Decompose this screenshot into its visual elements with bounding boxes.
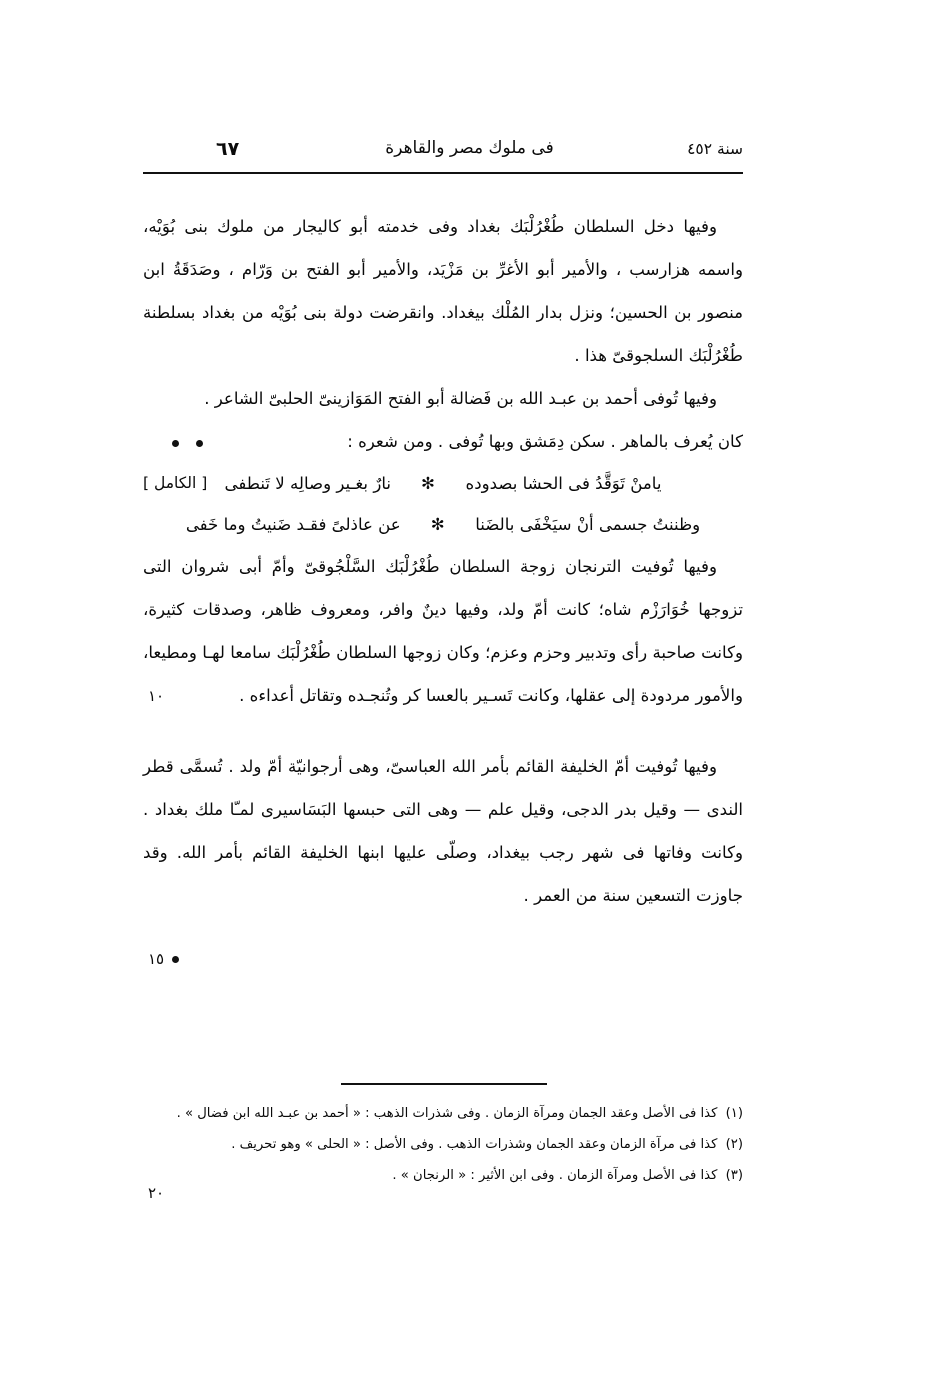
footnote-marker: (٣) (725, 1168, 743, 1183)
footnote-text: كذا فى الأصل ومرآة الزمان . وفى ابن الأثير : « الرنجان » . (392, 1168, 718, 1183)
meter-label: [ الكامل ] (143, 474, 208, 492)
verse-1-second-hemistich: نارٌ بغـير وصالِه لا تَنطفى (224, 474, 392, 493)
footnote-item (143, 1129, 743, 1160)
verse-2-first-hemistich: وظننتُ جسمى أنْ سيَخْفَى بالضَنا (475, 515, 701, 534)
page-number: ٦٧ (216, 138, 240, 160)
line-number-20: ٢٠ (148, 1184, 165, 1202)
paragraph-2-text-b: كان يُعرف بالماهر . سكن دِمَشق وبها تُوفى . ومن شعره : (347, 432, 743, 451)
paragraph-3: وفيها تُوفيت الترنجان زوجة السلطان طُغْرُلْبَك السَّلْجُوقىّ وأمّ أبى شروان التى تزوجها خُوَارَزْم شاه؛ كانت أمّ ولد، وفيها دينٌ وافر، ومعروف ظاهر، وصدقات كثيرة، وكانت صاحبة رأى وتدبير وحزم وعزم؛ وكان زوجها السلطان طُغْرُلْبَك سامعا لهـا ومطيعا، والأمور مردودة إلى عقلها، وكانت تَسـير بالعسا كر وتُنجـده وتقاتل أعداءه . (143, 557, 743, 705)
line-number-15: ١٥ (148, 950, 165, 968)
footnote-marker: (١) (725, 1106, 743, 1121)
paragraph-1: وفيها دخل السلطان طُغْرُلْبَك بغداد وفى خدمته أبو كاليجار من ملوك بنى بُوَيْه، واسمه هزارسب ، والأمير أبو الأغرِّ بن مَزْيَد، والأمير أبو الفتح بن وَرّام ، وصَدَقَةُ ابن منصور بن الحسين؛ ونزل بدار المُلْك بيغداد. وانقرضت دولة بنى بُوَيْه من بغداد بسلطنة طُغْرُلْبَك السلجوقىّ هذا . (143, 217, 743, 365)
paragraph-2-line-1 (143, 377, 743, 420)
running-head (196, 136, 743, 166)
verse-line-2 (143, 504, 743, 545)
footnote-marker: (٢) (725, 1137, 743, 1152)
footnote-item (143, 1160, 743, 1191)
line-number-10: ١٠ (148, 687, 165, 705)
header-rule (143, 172, 743, 174)
running-head-year: سنة ٤٥٢ (687, 140, 743, 158)
paragraph-2-line-2 (143, 420, 743, 463)
paragraph-2-text: وفيها تُوفى أحمد بن عبـد الله بن فَضالة أبو الفتح المَوَازينىّ الحلبىّ الشاعر . (204, 389, 717, 408)
hemistich-separator-2: ✻ (430, 515, 446, 534)
footnote-text: كذا فى مرآة الزمان وعقد الجمان وشذرات الذهب . وفى الأصل : « الحلى » وهو تحريف . (231, 1137, 718, 1152)
footnote-item (143, 1098, 743, 1129)
verse-line-1 (143, 463, 743, 504)
footnote-rule (341, 1083, 547, 1085)
paragraph-4: وفيها تُوفيت أمّ الخليفة القائم بأمر الله العباسىّ، وهى أرجوانيّة أمّ ولد . تُسمَّى قطر الندى — وقيل بدر الدجى، وقيل علم — وهى التى حبسها البَسَاسيرى لمـّا ملك بغداد . وكانت وفاتها فى شهر رجب بيغداد، وصلّى عليها ابنها الخليفة القائم بأمر الله. وقد جاوزت التسعين سنة من العمر . (143, 757, 743, 905)
main-text (143, 205, 743, 917)
hemistich-separator-1: ✻ (421, 474, 436, 493)
paragraph-spacer (143, 717, 743, 745)
verse-2-second-hemistich: عن عاذلىً فقـد ضَنيتُ وما خَفى (185, 515, 401, 534)
footnote-text: كذا فى الأصل وعقد الجمان ومرآة الزمان . وفى شذرات الذهب : « أحمد بن عبـد الله ابن فضال » . (176, 1106, 718, 1121)
footnote-block (143, 1098, 743, 1191)
verse-1-first-hemistich: يامنْ تَوَقَّدُ فى الحشا بصدوده (465, 474, 662, 493)
running-head-title: فى ملوك مصر والقاهرة (385, 138, 554, 158)
